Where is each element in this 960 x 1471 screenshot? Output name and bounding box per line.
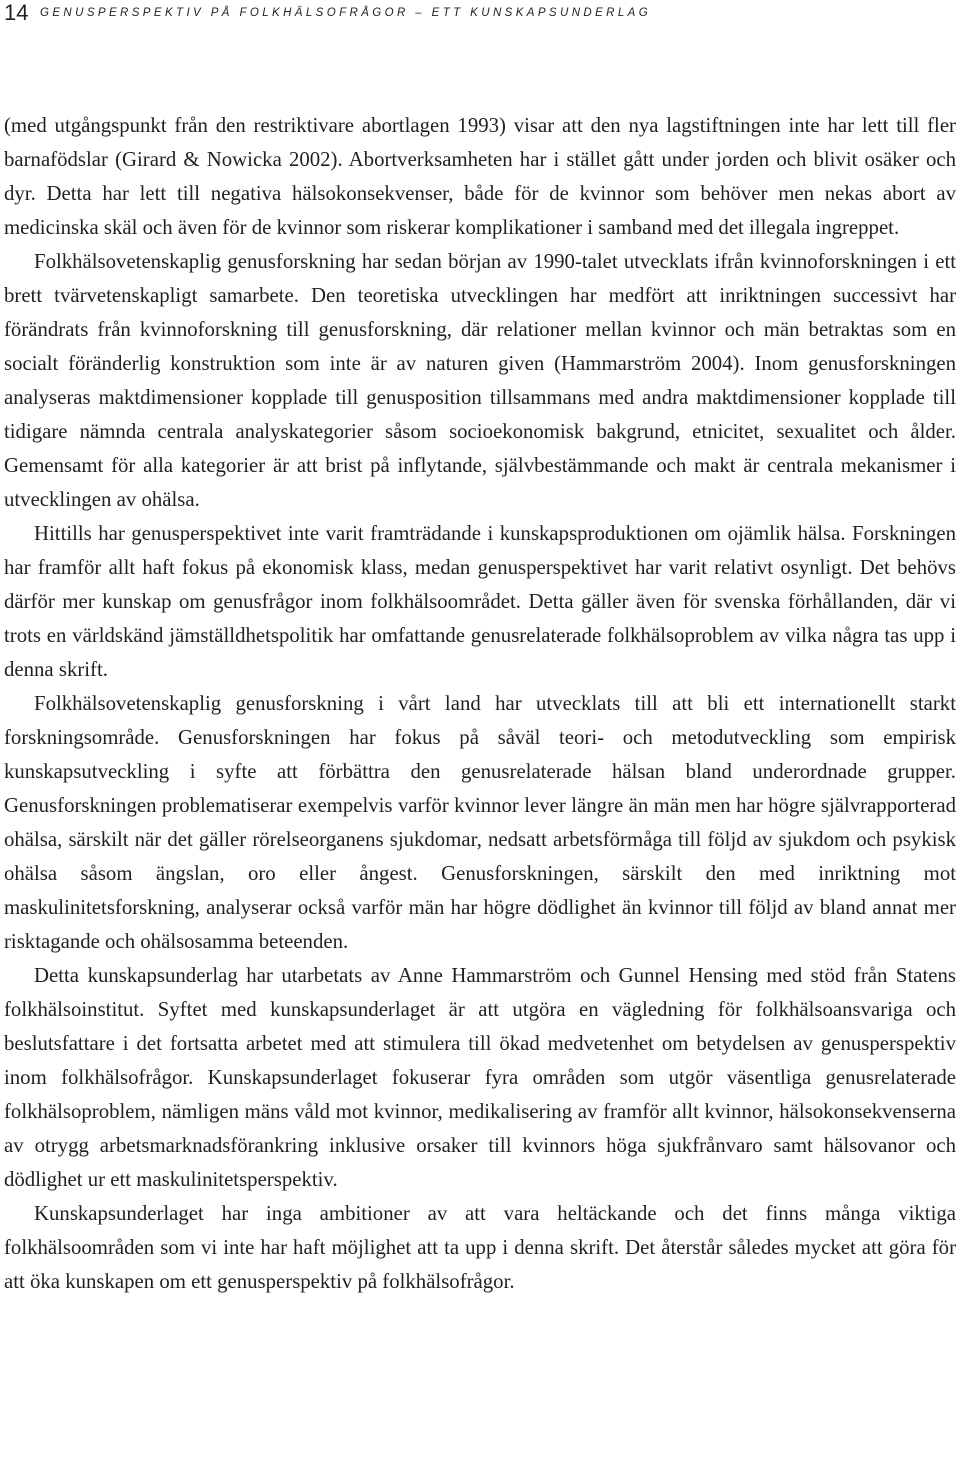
paragraph: Detta kunskapsunderlag har utarbetats av Anne Hammarström och Gunnel Hensing med stöd från Statens folkhälsoinstitut. Syftet med kunskapsunderlaget är att utgöra en vägledning för folkhälsoansvariga och beslutsfattare i det fortsatta arbetet med att stimulera till ökad medvetenhet om betydelsen av genusperspektiv inom folkhälsofrågor. Kunskapsunderlaget fokuserar fyra områden som utgör väsentliga genusrelaterade folkhälsoproblem, nämligen mäns våld mot kvinnor, medikalisering av framför allt kvinnor, hälsokonsekvenserna av otrygg arbetsmarknadsförankring inklusive orsaker till kvinnors höga sjukfrånvaro samt hälsovanor och dödlighet ur ett maskulinitetsperspektiv. xyxy=(4,964,956,1191)
paragraph: (med utgångspunkt från den restriktivare abortlagen 1993) visar att den nya lagstiftningen inte har lett till fler barnafödslar (Girard & Nowicka 2002). Abortverksamheten har i stället gått under jorden och blivit osäker och dyr. Detta har lett till negativa hälsokonsekvenser, både för de kvinnor som behöver men nekas abort av medicinska skäl och även för de kvinnor som riskerar komplikationer i samband med det illegala ingreppet. xyxy=(4,114,956,239)
paragraph: Kunskapsunderlaget har inga ambitioner av att vara heltäckande och det finns många viktiga folkhälsoområden som vi inte har haft möjlighet att ta upp i denna skrift. Det återstår således mycket att göra för att öka kunskapen om ett genusperspektiv på folkhälsofrågor. xyxy=(4,1202,956,1293)
running-title: GENUSPERSPEKTIV PÅ FOLKHÄLSOFRÅGOR – ETT KUNSKAPSUNDERLAG xyxy=(40,7,652,19)
body-text xyxy=(4,109,956,1299)
paragraph: Folkhälsovetenskaplig genusforskning har sedan början av 1990-talet utvecklats ifrån kvinnoforskningen i ett brett tvärvetenskapligt samarbete. Den teoretiska utvecklingen har medfört att inriktningen successivt har förändrats från kvinnoforskning till genusforskning, där relationer mellan kvinnor och män betraktas som en socialt föränderlig konstruktion som inte är av naturen given (Hammarström 2004). Inom genusforskningen analyseras maktdimensioner kopplade till genusposition tillsammans med andra maktdimensioner kopplade till tidigare nämnda centrala analyskategorier såsom socioekonomisk bakgrund, etnicitet, sexualitet och ålder. Gemensamt för alla kategorier är att brist på inflytande, självbestämmande och makt är centrala mekanismer i utvecklingen av ohälsa. xyxy=(4,250,956,511)
page-number: 14 xyxy=(4,0,29,25)
page-header xyxy=(0,0,960,30)
paragraph: Hittills har genusperspektivet inte varit framträdande i kunskapsproduktionen om ojämlik hälsa. Forskningen har framför allt haft fokus på ekonomisk klass, medan genusperspektivet har varit relativt osynligt. Det behövs därför mer kunskap om genusfrågor inom folkhälsoområdet. Detta gäller även för svenska förhållanden, där vi trots en världskänd jämställdhetspolitik har omfattande genusrelaterade folkhälsoproblem av vilka några tas upp i denna skrift. xyxy=(4,522,956,681)
paragraph: Folkhälsovetenskaplig genusforskning i vårt land har utvecklats till att bli ett internationellt starkt forskningsområde. Genusforskningen har fokus på såväl teori- och metodutveckling som empirisk kunskapsutveckling i syfte att förbättra den genusrelaterade hälsan bland underordnade grupper. Genusforskningen problematiserar exempelvis varför kvinnor lever längre än män men har högre självrapporterad ohälsa, särskilt när det gäller rörelseorganens sjukdomar, nedsatt arbetsförmåga till följd av sjukdom och psykisk ohälsa såsom ängslan, oro eller ångest. Genusforskningen, särskilt den med inriktning mot maskulinitetsforskning, analyserar också varför män har högre dödlighet än kvinnor till följd av bland annat mer risktagande och ohälsosamma beteenden. xyxy=(4,692,956,953)
